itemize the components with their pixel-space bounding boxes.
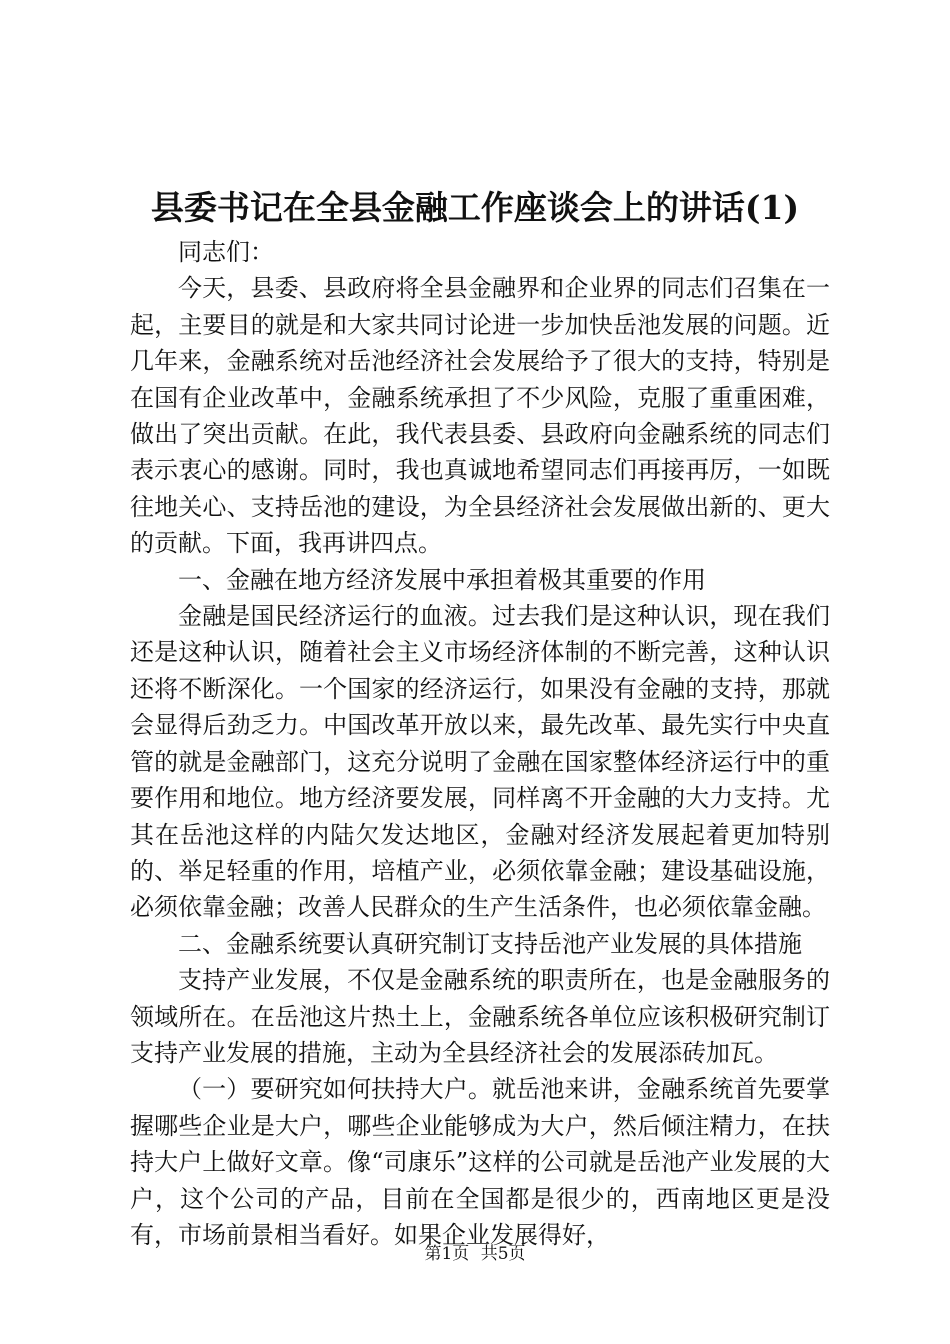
- section-heading: 一、金融在地方经济发展中承担着极其重要的作用: [178, 565, 706, 594]
- document-title: 县委书记在全县金融工作座谈会上的讲话(1): [150, 188, 800, 227]
- document-body: [130, 234, 830, 1253]
- page-number-footer: 第1页 共5页: [424, 1244, 526, 1264]
- body-paragraph: 支持产业发展，不仅是金融系统的职责所在，也是金融服务的领域所在。在岳池这片热土上，金融系统各单位应该积极研究制订支持产业发展的措施，主动为全县经济社会的发展添砖加瓦。: [130, 966, 830, 1067]
- section-heading: 二、金融系统要认真研究制订支持岳池产业发展的具体措施: [178, 929, 802, 958]
- body-paragraph: 今天，县委、县政府将全县金融界和企业界的同志们召集在一起，主要目的就是和大家共同讨论进一步加快岳池发展的问题。近几年来，金融系统对岳池经济社会发展给予了很大的支持，特别是在国有企业改革中，金融系统承担了不少风险，克服了重重困难，做出了突出贡献。在此，我代表县委、县政府向金融系统的同志们表示衷心的感谢。同时，我也真诚地希望同志们再接再厉，一如既往地关心、支持岳池的建设，为全县经济社会发展做出新的、更大的贡献。下面，我再讲四点。: [130, 274, 830, 558]
- body-paragraph: （一）要研究如何扶持大户。就岳池来讲，金融系统首先要掌握哪些企业是大户，哪些企业能够成为大户，然后倾注精力，在扶持大户上做好文章。像“司康乐”这样的公司就是岳池产业发展的大户，这个公司的产品，目前在全国都是很少的，西南地区更是没有，市场前景相当看好。如果企业发展得好，: [130, 1075, 830, 1249]
- body-paragraph: 金融是国民经济运行的血液。过去我们是这种认识，现在我们还是这种认识，随着社会主义市场经济体制的不断完善，这种认识还将不断深化。一个国家的经济运行，如果没有金融的支持，那就会显得后劲乏力。中国改革开放以来，最先改革、最先实行中央直管的就是金融部门，这充分说明了金融在国家整体经济运行中的重要作用和地位。地方经济要发展，同样离不开金融的大力支持。尤其在岳池这样的内陆欠发达地区，金融对经济发展起着更加特别的、举足轻重的作用，培植产业，必须依靠金融；建设基础设施，必须依靠金融；改善人民群众的生产生活条件，也必须依靠金融。: [130, 602, 830, 922]
- salutation-paragraph: 同志们：: [178, 238, 274, 266]
